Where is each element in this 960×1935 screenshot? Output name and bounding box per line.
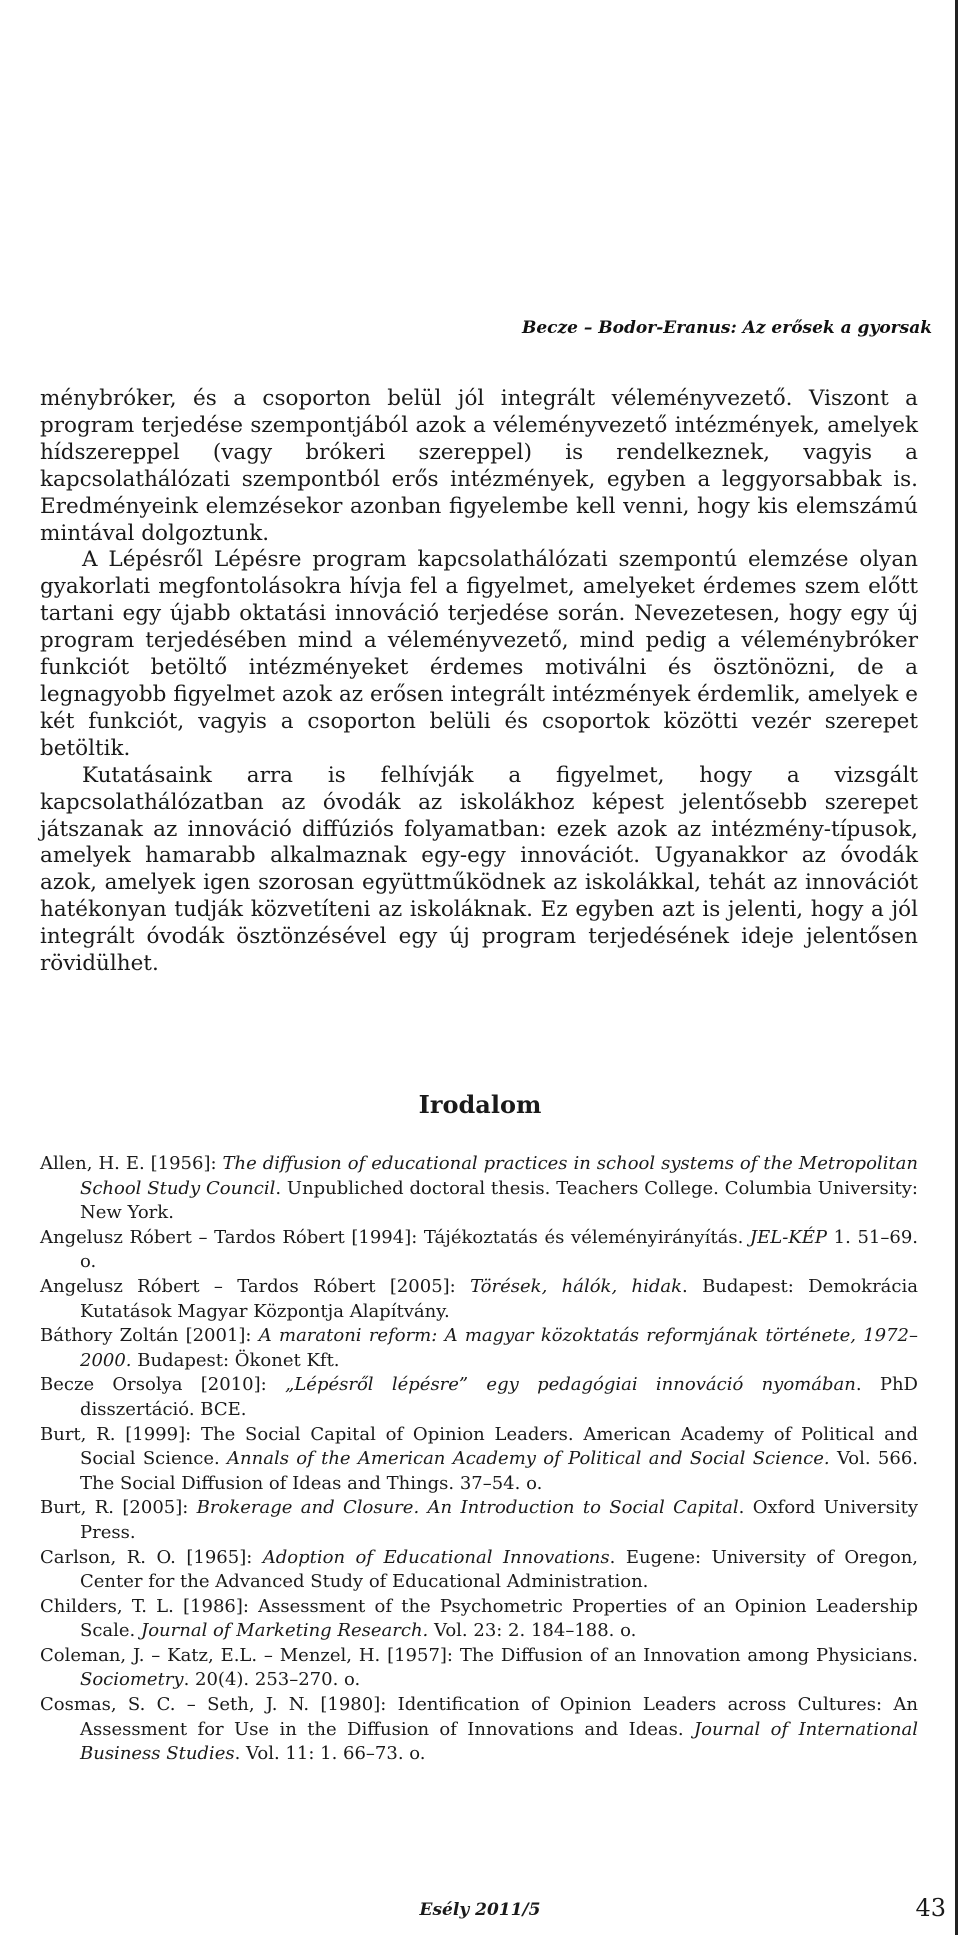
reference-list	[40, 1152, 918, 1767]
reference-item: Allen, H. E. [1956]: The diffusion of educational practices in school systems of the Metropolitan School Study Council. Unpubliched doctoral thesis. Teachers College. Columbia University: New York.	[40, 1153, 918, 1224]
reference-item: Carlson, R. O. [1965]: Adoption of Educational Innovations. Eugene: University of Oregon, Center for the Advanced Study of Educational Administration.	[40, 1546, 919, 1593]
reference-item: Cosmas, S. C. – Seth, J. N. [1980]: Identification of Opinion Leaders across Cultures: An Assessment for Use in the Diffusion of Innovations and Ideas. Journal of International Business Studies. Vol. 11: 1. 66–73. o.	[40, 1694, 918, 1765]
reference-item: Becze Orsolya [2010]: „Lépésről lépésre” egy pedagógiai innováció nyomában. PhD disszertáció. BCE.	[40, 1374, 918, 1420]
page-edge-rule	[955, 0, 958, 1935]
running-head: Becze – Bodor-Eranus: Az erősek a gyorsak	[521, 318, 932, 338]
paragraph-1: ménybróker, és a csoporton belül jól integrált véleményvezető. Viszont a program terjedése szempontjából azok a véleményvezető intézmények, amelyek hídszereppel (vagy brókeri szereppel) is rendelkeznek, vagyis a kapcsolathálózati szempontból erős intézmények, egyben a leggyorsabbak is. Eredményeink elemzésekor azonban figyelembe kell venni, hogy kis elemszámú mintával dolgoztunk.	[40, 386, 918, 546]
footer-journal-issue: Esély 2011/5	[419, 1900, 541, 1920]
reference-item: Báthory Zoltán [2001]: A maratoni reform: A magyar közoktatás reformjának története, 1972–2000. Budapest: Ökonet Kft.	[40, 1325, 919, 1371]
reference-item: Burt, R. [2005]: Brokerage and Closure. An Introduction to Social Capital. Oxford University Press.	[40, 1497, 918, 1543]
reference-item: Angelusz Róbert – Tardos Róbert [1994]: Tájékoztatás és véleményirányítás. JEL-KÉP 1. 51–69. o.	[40, 1226, 918, 1273]
reference-item: Burt, R. [1999]: The Social Capital of Opinion Leaders. American Academy of Political and Social Science. Annals of the American Academy of Political and Social Science. Vol. 566. The Social Diffusion of Ideas and Things. 37–54. o.	[40, 1423, 919, 1494]
reference-item: Angelusz Róbert – Tardos Róbert [2005]: Törések, hálók, hidak. Budapest: Demokrácia Kutatások Magyar Központja Alapítvány.	[40, 1275, 918, 1322]
body-text	[40, 386, 918, 978]
references-heading: Irodalom	[418, 1090, 542, 1119]
paragraph-3: Kutatásaink arra is felhívják a figyelmet, hogy a vizsgált kapcsolathálózatban az óvodák az iskolákhoz képest jelentősebb szerepet játszanak az innováció diffúziós folyamatban: ezek azok az intézmény-típusok, amelyek hamarabb alkalmaznak egy-egy innovációt. Ugyanakkor az óvodák azok, amelyek igen szorosan együttműködnek az iskolákkal, tehát az innovációt hatékonyan tudják közvetíteni az iskoláknak. Ez egyben azt is jelenti, hogy a jól integrált óvodák ösztönzésével egy új program terjedésének ideje jelentősen rövidülhet.	[40, 762, 918, 977]
reference-item: Childers, T. L. [1986]: Assessment of the Psychometric Properties of an Opinion Leadership Scale. Journal of Marketing Research. Vol. 23: 2. 184–188. o.	[40, 1595, 918, 1642]
page-number: 43	[915, 1894, 946, 1922]
paragraph-2: A Lépésről Lépésre program kapcsolathálózati szempontú elemzése olyan gyakorlati megfontolásokra hívja fel a figyelmet, amelyeket érdemes szem előtt tartani egy újabb oktatási innováció terjedése során. Nevezetesen, hogy egy új program terjedésében mind a véleményvezető, mind pedig a véleménybróker funkciót betöltő intézményeket érdemes motiválni és ösztönözni, de a legnagyobb figyelmet azok az erősen integrált intézmények érdemlik, amelyek e két funkciót, vagyis a csoporton belüli és csoportok közötti vezér szerepet betöltik.	[40, 547, 918, 761]
reference-item: Coleman, J. – Katz, E.L. – Menzel, H. [1957]: The Diffusion of an Innovation among Physicians. Sociometry. 20(4). 253–270. o.	[40, 1644, 918, 1691]
